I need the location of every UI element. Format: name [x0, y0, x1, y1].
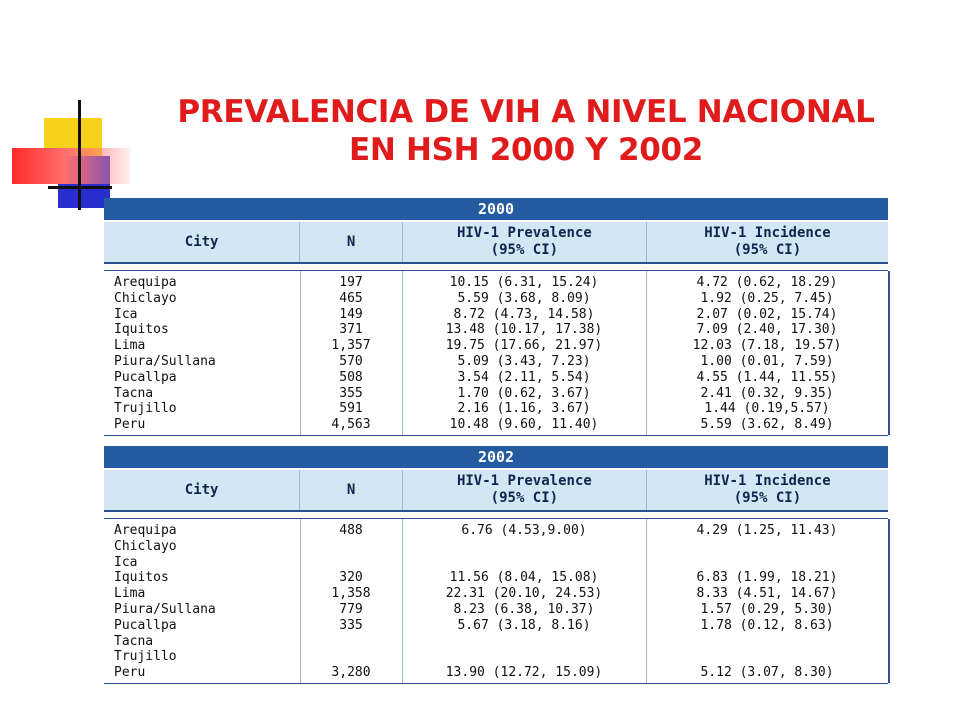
prevalence-ci-label: (95% CI)	[490, 490, 559, 506]
cell-n: 1,358	[331, 586, 371, 602]
cell-prevalence: 8.23 (6.38, 10.37)	[453, 601, 595, 617]
cell-city: Peru	[114, 665, 146, 681]
cell-n: 335	[339, 617, 363, 633]
table-2000	[104, 198, 888, 436]
incidence-ci-label: (95% CI)	[733, 490, 802, 506]
cell-n: 591	[339, 401, 363, 417]
cell-city: Arequipa	[114, 275, 177, 290]
cell-incidence: 1.78 (0.12, 8.63)	[700, 617, 834, 633]
decorative-vertical-line	[78, 100, 81, 210]
cell-n: 508	[339, 369, 363, 385]
table-row	[104, 539, 888, 555]
cell-incidence: 4.72 (0.62, 18.29)	[696, 275, 838, 290]
cell-city: Trujillo	[114, 649, 177, 665]
table-row	[104, 665, 888, 681]
cell-prevalence: 5.67 (3.18, 8.16)	[457, 617, 591, 633]
cell-prevalence	[402, 555, 646, 571]
cell-n: 320	[339, 570, 363, 586]
cell-n: 149	[339, 306, 363, 322]
cell-prevalence: 13.48 (10.17, 17.38)	[445, 322, 603, 338]
cell-prevalence	[402, 634, 646, 650]
column-header-incidence	[647, 222, 888, 262]
slide-title-line-1: PREVALENCIA DE VIH A NIVEL NACIONAL	[177, 94, 875, 130]
cell-incidence: 2.41 (0.32, 9.35)	[700, 385, 834, 401]
cell-n: 197	[339, 275, 363, 290]
cell-n: 355	[339, 385, 363, 401]
decorative-horizontal-line	[48, 186, 112, 189]
cell-prevalence: 3.54 (2.11, 5.54)	[457, 369, 591, 385]
cell-prevalence: 8.72 (4.73, 14.58)	[453, 306, 595, 322]
column-header-city: City	[104, 222, 300, 262]
cell-incidence: 1.44 (0.19,5.57)	[704, 401, 830, 417]
table-row	[104, 602, 888, 618]
incidence-label: HIV-1 Incidence	[704, 225, 831, 241]
cell-incidence	[646, 649, 888, 665]
cell-incidence: 5.12 (3.07, 8.30)	[700, 665, 834, 681]
cell-prevalence	[402, 649, 646, 665]
cell-n: 570	[339, 353, 363, 369]
cell-city: Pucallpa	[114, 369, 177, 385]
cell-city: Iquitos	[114, 570, 169, 586]
cell-n: 779	[339, 601, 363, 617]
table-row	[104, 586, 888, 602]
cell-city: Piura/Sullana	[114, 601, 216, 617]
cell-city: Iquitos	[114, 322, 169, 338]
table-row	[104, 417, 888, 433]
cell-prevalence	[402, 539, 646, 555]
table-row	[104, 370, 888, 386]
cell-city: Chiclayo	[114, 538, 177, 554]
column-header-row	[104, 468, 888, 512]
year-header: 2000	[104, 198, 888, 220]
table-row	[104, 354, 888, 370]
cell-prevalence: 19.75 (17.66, 21.97)	[445, 338, 603, 354]
table-body	[104, 518, 888, 684]
cell-incidence: 2.07 (0.02, 15.74)	[696, 306, 838, 322]
table-row	[104, 275, 888, 291]
cell-city: Arequipa	[114, 523, 177, 538]
cell-prevalence: 5.59 (3.68, 8.09)	[457, 290, 591, 306]
table-row	[104, 291, 888, 307]
slide-title	[120, 93, 932, 169]
cell-incidence: 1.57 (0.29, 5.30)	[700, 601, 834, 617]
cell-incidence: 8.33 (4.51, 14.67)	[696, 586, 838, 602]
cell-incidence	[646, 634, 888, 650]
cell-city: Chiclayo	[114, 290, 177, 306]
cell-n: 488	[339, 523, 363, 538]
column-header-n: N	[300, 470, 403, 510]
cell-incidence	[646, 555, 888, 571]
cell-city: Tacna	[114, 633, 154, 649]
cell-prevalence: 6.76 (4.53,9.00)	[461, 523, 587, 538]
cell-prevalence: 5.09 (3.43, 7.23)	[457, 353, 591, 369]
cell-incidence: 1.00 (0.01, 7.59)	[700, 353, 834, 369]
decorative-red-gradient-bar	[12, 148, 130, 184]
prevalence-ci-label: (95% CI)	[490, 242, 559, 258]
table-row	[104, 555, 888, 571]
slide-title-line-2: EN HSH 2000 Y 2002	[348, 132, 704, 168]
cell-n	[300, 555, 402, 571]
cell-incidence: 7.09 (2.40, 17.30)	[696, 322, 838, 338]
cell-n: 1,357	[331, 338, 371, 354]
prevalence-label: HIV-1 Prevalence	[456, 473, 592, 489]
table-row	[104, 634, 888, 650]
column-header-prevalence	[403, 470, 647, 510]
table-row	[104, 401, 888, 417]
cell-n	[300, 634, 402, 650]
cell-city: Lima	[114, 586, 146, 602]
cell-incidence: 4.55 (1.44, 11.55)	[696, 369, 838, 385]
table-row	[104, 338, 888, 354]
cell-prevalence: 10.15 (6.31, 15.24)	[449, 275, 599, 290]
column-header-incidence	[647, 470, 888, 510]
column-header-n: N	[300, 222, 403, 262]
table-row	[104, 322, 888, 338]
cell-n	[300, 539, 402, 555]
cell-incidence	[646, 539, 888, 555]
year-header: 2002	[104, 446, 888, 468]
cell-n: 371	[339, 322, 363, 338]
table-body	[104, 270, 888, 436]
cell-prevalence: 10.48 (9.60, 11.40)	[449, 417, 599, 433]
cell-prevalence: 22.31 (20.10, 24.53)	[445, 586, 603, 602]
cell-incidence: 1.92 (0.25, 7.45)	[700, 290, 834, 306]
table-row	[104, 386, 888, 402]
cell-incidence: 6.83 (1.99, 18.21)	[696, 570, 838, 586]
incidence-ci-label: (95% CI)	[733, 242, 802, 258]
table-row	[104, 523, 888, 539]
table-row	[104, 570, 888, 586]
prevalence-label: HIV-1 Prevalence	[456, 225, 592, 241]
cell-prevalence: 11.56 (8.04, 15.08)	[449, 570, 599, 586]
cell-incidence: 4.29 (1.25, 11.43)	[696, 523, 838, 538]
cell-incidence: 5.59 (3.62, 8.49)	[700, 417, 834, 433]
cell-prevalence: 1.70 (0.62, 3.67)	[457, 385, 591, 401]
cell-prevalence: 13.90 (12.72, 15.09)	[445, 665, 603, 681]
column-header-row	[104, 220, 888, 264]
cell-n: 3,280	[331, 665, 371, 681]
cell-incidence: 12.03 (7.18, 19.57)	[692, 338, 842, 354]
cell-prevalence: 2.16 (1.16, 3.67)	[457, 401, 591, 417]
cell-city: Piura/Sullana	[114, 353, 216, 369]
cell-city: Lima	[114, 338, 146, 354]
cell-city: Tacna	[114, 385, 154, 401]
table-row	[104, 618, 888, 634]
cell-city: Trujillo	[114, 401, 177, 417]
cell-n: 4,563	[331, 417, 371, 433]
cell-city: Ica	[114, 554, 138, 570]
table-2002	[104, 446, 888, 684]
cell-city: Pucallpa	[114, 617, 177, 633]
column-header-prevalence	[403, 222, 647, 262]
table-row	[104, 649, 888, 665]
column-header-city: City	[104, 470, 300, 510]
incidence-label: HIV-1 Incidence	[704, 473, 831, 489]
cell-n: 465	[339, 290, 363, 306]
cell-city: Ica	[114, 306, 138, 322]
cell-n	[300, 649, 402, 665]
table-row	[104, 307, 888, 323]
cell-city: Peru	[114, 417, 146, 433]
